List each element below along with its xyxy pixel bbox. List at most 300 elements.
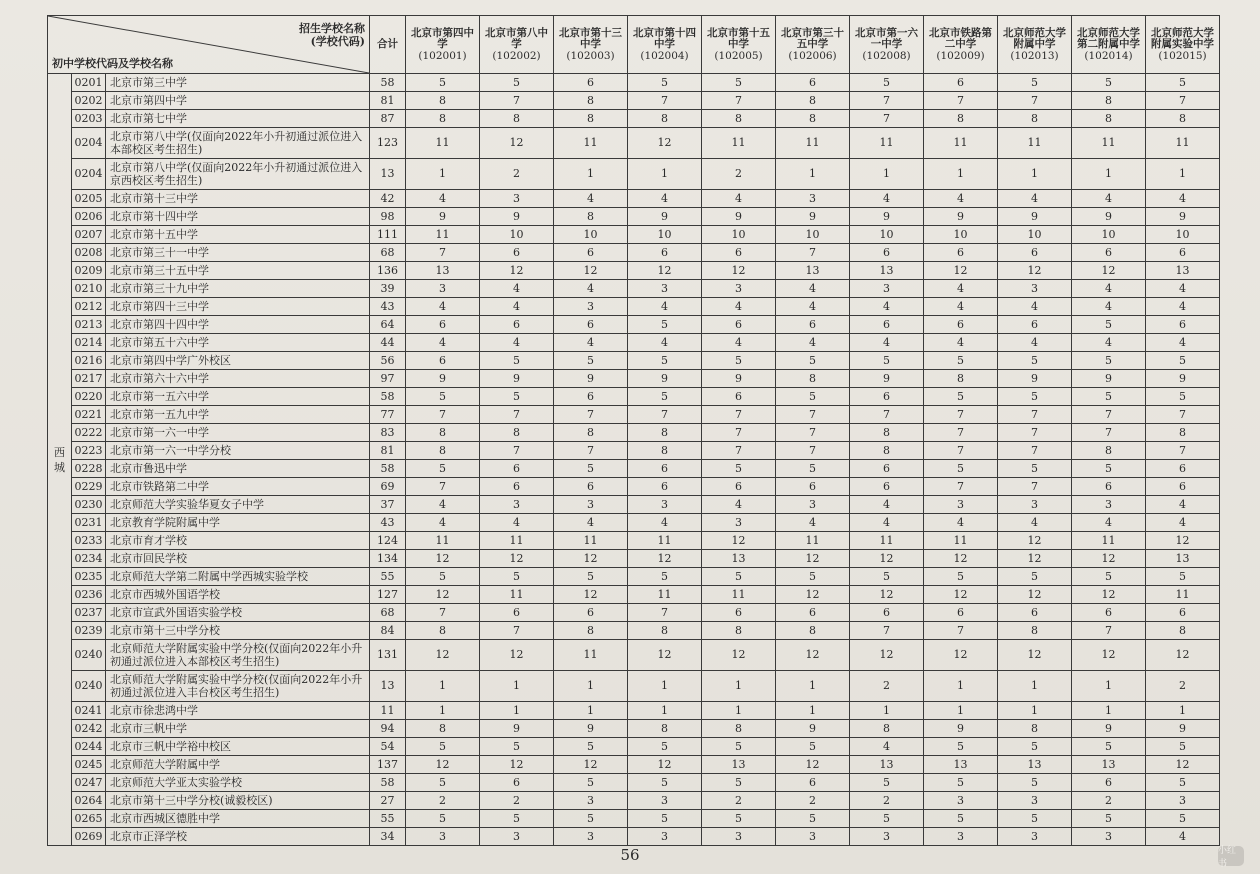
quota-cell: 6 (554, 316, 628, 334)
quota-cell: 8 (1072, 92, 1146, 110)
quota-cell: 8 (850, 424, 924, 442)
quota-cell: 12 (998, 640, 1072, 671)
middle-school-code: 0223 (72, 442, 106, 460)
quota-cell: 12 (1146, 532, 1220, 550)
quota-cell: 3 (480, 190, 554, 208)
quota-cell: 5 (628, 74, 702, 92)
middle-school-code: 0228 (72, 460, 106, 478)
quota-cell: 6 (554, 604, 628, 622)
quota-cell: 10 (1146, 226, 1220, 244)
middle-school-name: 北京市鲁迅中学 (106, 460, 370, 478)
quota-cell: 6 (702, 388, 776, 406)
middle-school-code: 0201 (72, 74, 106, 92)
middle-school-name: 北京教育学院附属中学 (106, 514, 370, 532)
quota-cell: 4 (628, 334, 702, 352)
quota-cell: 6 (480, 460, 554, 478)
quota-cell: 3 (554, 298, 628, 316)
quota-cell: 6 (850, 244, 924, 262)
quota-cell: 1 (406, 702, 480, 720)
quota-cell: 7 (406, 604, 480, 622)
middle-school-name: 北京师范大学第二附属中学西城实验学校 (106, 568, 370, 586)
middle-school-code: 0204 (72, 159, 106, 190)
quota-cell: 3 (776, 496, 850, 514)
quota-cell: 3 (406, 280, 480, 298)
quota-cell: 3 (480, 828, 554, 846)
quota-cell: 6 (702, 604, 776, 622)
quota-cell: 8 (1146, 424, 1220, 442)
header-row (48, 16, 1220, 74)
middle-school-code: 0210 (72, 280, 106, 298)
quota-cell: 5 (554, 352, 628, 370)
quota-cell: 9 (1072, 370, 1146, 388)
quota-cell: 7 (1146, 442, 1220, 460)
quota-cell: 11 (480, 586, 554, 604)
quota-cell: 7 (924, 424, 998, 442)
middle-school-name: 北京市第七中学 (106, 110, 370, 128)
quota-cell: 1 (924, 159, 998, 190)
middle-school-name: 北京市第八中学(仅面向2022年小升初通过派位进入京西校区考生招生) (106, 159, 370, 190)
quota-cell: 8 (628, 622, 702, 640)
quota-cell: 2 (776, 792, 850, 810)
quota-cell: 7 (776, 424, 850, 442)
quota-cell: 3 (924, 496, 998, 514)
quota-cell: 5 (628, 774, 702, 792)
quota-cell: 12 (1072, 586, 1146, 604)
middle-school-code: 0212 (72, 298, 106, 316)
quota-cell: 8 (702, 720, 776, 738)
quota-cell: 6 (554, 74, 628, 92)
quota-cell: 5 (628, 810, 702, 828)
quota-cell: 5 (1146, 388, 1220, 406)
middle-school-name: 北京市正泽学校 (106, 828, 370, 846)
quota-cell: 5 (406, 738, 480, 756)
school-code: (102015) (1158, 49, 1207, 62)
quota-cell: 12 (554, 586, 628, 604)
quota-cell: 6 (850, 604, 924, 622)
middle-school-code: 0264 (72, 792, 106, 810)
quota-cell: 6 (554, 478, 628, 496)
table-row (48, 756, 1220, 774)
quota-cell: 12 (554, 550, 628, 568)
quota-cell: 4 (554, 280, 628, 298)
middle-school-code: 0220 (72, 388, 106, 406)
quota-cell: 4 (406, 190, 480, 208)
quota-cell: 3 (998, 280, 1072, 298)
corner-column-caption (299, 22, 365, 48)
quota-cell: 13 (1146, 262, 1220, 280)
quota-cell: 4 (850, 738, 924, 756)
school-header (554, 16, 628, 74)
quota-cell: 6 (776, 604, 850, 622)
quota-cell: 7 (924, 622, 998, 640)
middle-school-code: 0214 (72, 334, 106, 352)
row-total: 58 (370, 460, 406, 478)
quota-cell: 9 (554, 720, 628, 738)
quota-cell: 8 (406, 110, 480, 128)
quota-cell: 11 (776, 128, 850, 159)
quota-cell: 1 (554, 159, 628, 190)
table-row (48, 568, 1220, 586)
table-row (48, 586, 1220, 604)
quota-cell: 8 (480, 110, 554, 128)
table-row (48, 208, 1220, 226)
quota-cell: 5 (1072, 568, 1146, 586)
row-total: 58 (370, 74, 406, 92)
quota-cell: 12 (998, 532, 1072, 550)
quota-cell: 5 (702, 74, 776, 92)
quota-cell: 5 (998, 568, 1072, 586)
quota-cell: 4 (702, 190, 776, 208)
quota-cell: 6 (1146, 604, 1220, 622)
quota-cell: 6 (406, 352, 480, 370)
quota-cell: 10 (480, 226, 554, 244)
quota-cell: 3 (1072, 496, 1146, 514)
quota-cell: 1 (406, 159, 480, 190)
quota-cell: 4 (628, 298, 702, 316)
quota-cell: 8 (776, 92, 850, 110)
quota-cell: 4 (924, 298, 998, 316)
middle-school-code: 0231 (72, 514, 106, 532)
school-code: (102005) (714, 49, 763, 62)
middle-school-code: 0236 (72, 586, 106, 604)
quota-cell: 4 (702, 496, 776, 514)
quota-cell: 4 (850, 190, 924, 208)
quota-cell: 5 (924, 568, 998, 586)
table-row (48, 92, 1220, 110)
middle-school-name: 北京市第一六一中学分校 (106, 442, 370, 460)
quota-cell: 6 (850, 478, 924, 496)
quota-cell: 6 (1146, 478, 1220, 496)
quota-cell: 12 (998, 586, 1072, 604)
quota-cell: 8 (702, 622, 776, 640)
quota-cell: 11 (1072, 128, 1146, 159)
row-total: 27 (370, 792, 406, 810)
quota-cell: 5 (924, 388, 998, 406)
quota-cell: 3 (924, 792, 998, 810)
quota-cell: 3 (554, 496, 628, 514)
table-row (48, 110, 1220, 128)
row-total: 69 (370, 478, 406, 496)
school-name: 北京市第三十五中学 (781, 26, 845, 50)
quota-cell: 10 (628, 226, 702, 244)
quota-cell: 12 (998, 550, 1072, 568)
quota-cell: 8 (406, 622, 480, 640)
quota-cell: 9 (850, 370, 924, 388)
quota-cell: 9 (406, 208, 480, 226)
row-total: 81 (370, 442, 406, 460)
quota-cell: 4 (628, 190, 702, 208)
quota-cell: 9 (1146, 370, 1220, 388)
middle-school-code: 0241 (72, 702, 106, 720)
quota-cell: 8 (554, 92, 628, 110)
row-total: 81 (370, 92, 406, 110)
quota-cell: 5 (924, 460, 998, 478)
quota-cell: 7 (702, 406, 776, 424)
quota-cell: 6 (702, 478, 776, 496)
quota-cell: 7 (1146, 92, 1220, 110)
school-code: (102009) (936, 49, 985, 62)
quota-cell: 4 (776, 298, 850, 316)
quota-cell: 8 (554, 208, 628, 226)
district-cell: 西 城 (48, 74, 72, 846)
quota-cell: 4 (554, 334, 628, 352)
quota-cell: 7 (850, 406, 924, 424)
middle-school-code: 0216 (72, 352, 106, 370)
middle-school-name: 北京师范大学附属实验中学分校(仅面向2022年小升初通过派位进入丰台校区考生招生) (106, 671, 370, 702)
quota-cell: 1 (480, 702, 554, 720)
quota-cell: 7 (998, 406, 1072, 424)
quota-cell: 7 (480, 622, 554, 640)
quota-cell: 4 (1072, 190, 1146, 208)
quota-cell: 5 (406, 388, 480, 406)
school-header (998, 16, 1072, 74)
quota-cell: 6 (1146, 316, 1220, 334)
row-total: 54 (370, 738, 406, 756)
quota-cell: 12 (480, 756, 554, 774)
quota-cell: 12 (406, 640, 480, 671)
quota-cell: 10 (924, 226, 998, 244)
quota-cell: 9 (480, 208, 554, 226)
quota-cell: 6 (998, 316, 1072, 334)
middle-school-name: 北京市第四十四中学 (106, 316, 370, 334)
quota-cell: 11 (1072, 532, 1146, 550)
middle-school-code: 0222 (72, 424, 106, 442)
corner-caption-line1: 招生学校名称 (299, 22, 366, 35)
quota-cell: 5 (1146, 352, 1220, 370)
middle-school-name: 北京市第四中学 (106, 92, 370, 110)
quota-cell: 9 (998, 370, 1072, 388)
quota-cell: 5 (1072, 810, 1146, 828)
quota-cell: 7 (702, 92, 776, 110)
quota-cell: 2 (850, 792, 924, 810)
quota-cell: 5 (924, 352, 998, 370)
quota-cell: 6 (480, 316, 554, 334)
quota-cell: 12 (850, 550, 924, 568)
quota-cell: 8 (406, 442, 480, 460)
table-row (48, 226, 1220, 244)
quota-cell: 7 (924, 478, 998, 496)
quota-cell: 5 (702, 738, 776, 756)
quota-cell: 5 (1146, 568, 1220, 586)
quota-cell: 6 (480, 244, 554, 262)
quota-cell: 5 (776, 388, 850, 406)
quota-cell: 5 (1072, 316, 1146, 334)
quota-cell: 3 (998, 792, 1072, 810)
quota-cell: 7 (998, 424, 1072, 442)
quota-cell: 8 (998, 622, 1072, 640)
quota-cell: 5 (998, 810, 1072, 828)
quota-cell: 9 (480, 370, 554, 388)
quota-cell: 6 (480, 604, 554, 622)
quota-cell: 9 (850, 208, 924, 226)
middle-school-code: 0209 (72, 262, 106, 280)
quota-cell: 3 (628, 280, 702, 298)
quota-cell: 11 (924, 532, 998, 550)
middle-school-name: 北京市第六十六中学 (106, 370, 370, 388)
quota-cell: 5 (776, 568, 850, 586)
quota-cell: 4 (1146, 334, 1220, 352)
school-header (776, 16, 850, 74)
school-code: (102006) (788, 49, 837, 62)
row-total: 97 (370, 370, 406, 388)
quota-cell: 10 (554, 226, 628, 244)
school-name: 北京市铁路第二中学 (929, 26, 993, 50)
middle-school-code: 0207 (72, 226, 106, 244)
quota-cell: 12 (480, 262, 554, 280)
table-row (48, 316, 1220, 334)
quota-cell: 12 (1146, 640, 1220, 671)
middle-school-code: 0265 (72, 810, 106, 828)
table-row (48, 262, 1220, 280)
middle-school-code: 0213 (72, 316, 106, 334)
quota-cell: 7 (406, 478, 480, 496)
school-name: 北京市第十四中学 (633, 26, 697, 50)
quota-cell: 9 (554, 370, 628, 388)
table-body (48, 74, 1220, 846)
row-total: 137 (370, 756, 406, 774)
quota-cell: 6 (628, 460, 702, 478)
school-name: 北京师范大学附属实验中学 (1151, 26, 1215, 50)
quota-cell: 4 (1146, 190, 1220, 208)
school-code: (102003) (566, 49, 615, 62)
quota-cell: 2 (1072, 792, 1146, 810)
row-total: 68 (370, 244, 406, 262)
quota-cell: 4 (1072, 514, 1146, 532)
row-total: 77 (370, 406, 406, 424)
quota-cell: 6 (554, 388, 628, 406)
table-row (48, 622, 1220, 640)
quota-cell: 3 (850, 280, 924, 298)
quota-cell: 5 (702, 460, 776, 478)
quota-cell: 6 (1146, 244, 1220, 262)
school-name: 北京市第十三中学 (559, 26, 623, 50)
school-code: (102014) (1084, 49, 1133, 62)
middle-school-code: 0233 (72, 532, 106, 550)
quota-cell: 3 (850, 828, 924, 846)
quota-cell: 1 (554, 671, 628, 702)
row-total: 64 (370, 316, 406, 334)
school-header (406, 16, 480, 74)
quota-cell: 9 (924, 208, 998, 226)
quota-cell: 5 (850, 352, 924, 370)
quota-cell: 4 (554, 514, 628, 532)
quota-cell: 5 (924, 738, 998, 756)
middle-school-name: 北京市第一五九中学 (106, 406, 370, 424)
watermark-badge: 小红书 (1218, 846, 1244, 866)
quota-cell: 3 (998, 828, 1072, 846)
quota-cell: 13 (776, 262, 850, 280)
quota-cell: 4 (702, 334, 776, 352)
quota-cell: 9 (1146, 720, 1220, 738)
quota-cell: 12 (1072, 262, 1146, 280)
quota-cell: 7 (480, 92, 554, 110)
quota-cell: 10 (1072, 226, 1146, 244)
quota-cell: 7 (776, 442, 850, 460)
middle-school-name: 北京市第一六一中学 (106, 424, 370, 442)
quota-cell: 5 (998, 352, 1072, 370)
quota-cell: 8 (406, 424, 480, 442)
quota-cell: 6 (776, 316, 850, 334)
row-total: 58 (370, 388, 406, 406)
middle-school-name: 北京市第十三中学分校(诚毅校区) (106, 792, 370, 810)
quota-cell: 5 (554, 460, 628, 478)
middle-school-code: 0247 (72, 774, 106, 792)
quota-cell: 4 (1072, 280, 1146, 298)
quota-cell: 4 (776, 514, 850, 532)
middle-school-name: 北京市西城外国语学校 (106, 586, 370, 604)
quota-cell: 1 (1072, 159, 1146, 190)
quota-cell: 12 (628, 756, 702, 774)
table-row (48, 640, 1220, 671)
row-total: 55 (370, 810, 406, 828)
quota-cell: 7 (554, 406, 628, 424)
quota-cell: 8 (1146, 622, 1220, 640)
quota-cell: 3 (1146, 792, 1220, 810)
quota-cell: 8 (554, 110, 628, 128)
quota-cell: 1 (1146, 159, 1220, 190)
middle-school-name: 北京市第三十九中学 (106, 280, 370, 298)
quota-cell: 12 (1146, 756, 1220, 774)
quota-cell: 3 (702, 514, 776, 532)
middle-school-code: 0204 (72, 128, 106, 159)
middle-school-name: 北京师范大学实验华夏女子中学 (106, 496, 370, 514)
quota-cell: 12 (850, 640, 924, 671)
school-header (480, 16, 554, 74)
quota-cell: 7 (406, 244, 480, 262)
middle-school-name: 北京市徐悲鸿中学 (106, 702, 370, 720)
row-total: 44 (370, 334, 406, 352)
quota-cell: 13 (702, 550, 776, 568)
middle-school-name: 北京师范大学附属中学 (106, 756, 370, 774)
table-row (48, 352, 1220, 370)
quota-cell: 5 (776, 738, 850, 756)
quota-allocation-table (47, 15, 1220, 846)
quota-cell: 8 (628, 720, 702, 738)
quota-cell: 3 (702, 280, 776, 298)
quota-cell: 5 (850, 74, 924, 92)
quota-cell: 5 (776, 460, 850, 478)
quota-cell: 5 (406, 460, 480, 478)
quota-cell: 9 (776, 720, 850, 738)
middle-school-name: 北京市西城区德胜中学 (106, 810, 370, 828)
row-total: 43 (370, 298, 406, 316)
quota-cell: 13 (406, 262, 480, 280)
school-name: 北京市第四中学 (411, 26, 475, 50)
total-header: 合计 (370, 16, 406, 74)
row-total: 58 (370, 774, 406, 792)
quota-cell: 6 (1072, 774, 1146, 792)
quota-cell: 4 (998, 190, 1072, 208)
quota-cell: 3 (554, 828, 628, 846)
quota-cell: 4 (1146, 514, 1220, 532)
middle-school-code: 0234 (72, 550, 106, 568)
table-row (48, 388, 1220, 406)
quota-cell: 3 (776, 828, 850, 846)
quota-cell: 6 (850, 316, 924, 334)
quota-cell: 4 (554, 190, 628, 208)
row-total: 39 (370, 280, 406, 298)
school-name: 北京师范大学附属中学 (1003, 26, 1067, 50)
middle-school-name: 北京市第三十五中学 (106, 262, 370, 280)
middle-school-name: 北京师范大学亚太实验学校 (106, 774, 370, 792)
quota-cell: 5 (998, 460, 1072, 478)
quota-cell: 4 (998, 298, 1072, 316)
quota-cell: 8 (776, 110, 850, 128)
quota-cell: 12 (480, 640, 554, 671)
middle-school-name: 北京市第五十六中学 (106, 334, 370, 352)
table-row (48, 828, 1220, 846)
quota-cell: 9 (628, 370, 702, 388)
